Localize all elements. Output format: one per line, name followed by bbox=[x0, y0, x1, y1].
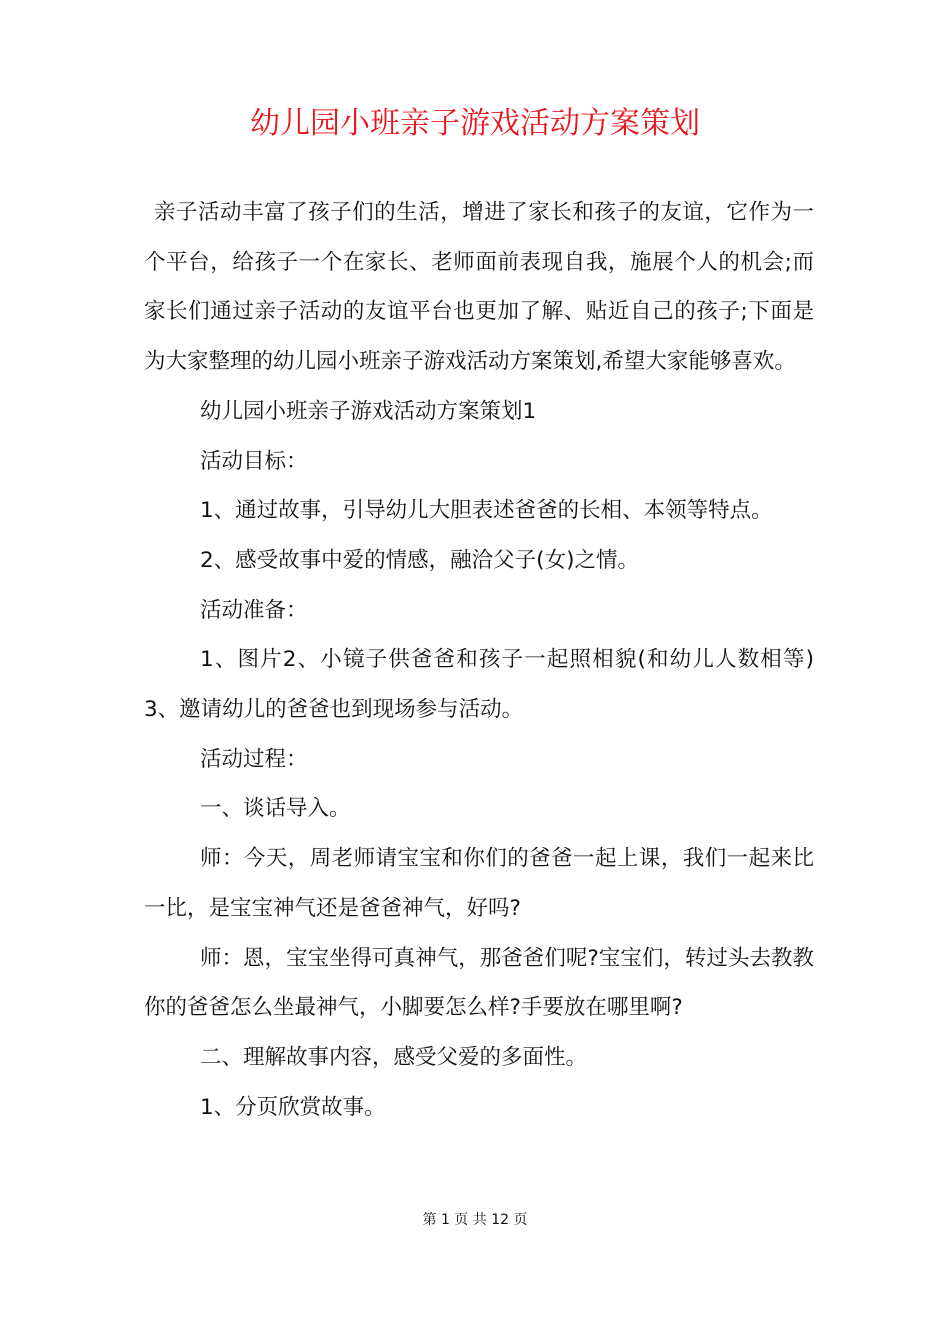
subheading-goals: 活动目标： bbox=[200, 448, 308, 474]
preparation-item: 1、图片2、小镜子供爸爸和孩子一起照相貌(和幼儿人数相等)3、邀请幼儿的爸爸也到现场参与活动。 bbox=[144, 647, 814, 723]
goal-item: 1、通过故事，引导幼儿大胆表述爸爸的长相、本领等特点。 bbox=[200, 498, 773, 524]
subheading-preparation: 活动准备： bbox=[200, 597, 308, 623]
document-title: 幼儿园小班亲子游戏活动方案策划 bbox=[250, 106, 700, 141]
section-heading: 幼儿园小班亲子游戏活动方案策划1 bbox=[200, 398, 537, 424]
teacher-dialogue: 师：恩，宝宝坐得可真神气，那爸爸们呢?宝宝们，转过头去教教你的爸爸怎么坐最神气，小脚要怎么样?手要放在哪里啊? bbox=[144, 945, 814, 1021]
subheading-process: 活动过程： bbox=[200, 746, 308, 772]
page-footer: 第 1 页 共 12 页 bbox=[422, 1212, 528, 1228]
goal-item: 2、感受故事中爱的情感，融洽父子(女)之情。 bbox=[200, 547, 639, 573]
process-step: 二、理解故事内容，感受父爱的多面性。 bbox=[200, 1044, 588, 1070]
process-step: 一、谈话导入。 bbox=[200, 796, 351, 822]
document-body bbox=[144, 188, 814, 1132]
process-substep: 1、分页欣赏故事。 bbox=[200, 1094, 386, 1120]
intro-paragraph: 亲子活动丰富了孩子们的生活，增进了家长和孩子的友谊，它作为一个平台，给孩子一个在家长、老师面前表现自我，施展个人的机会;而家长们通过亲子活动的友谊平台也更加了解、贴近自己的孩子;下面是为大家整理的幼儿园小班亲子游戏活动方案策划,希望大家能够喜欢。 bbox=[144, 200, 814, 375]
teacher-dialogue: 师：今天，周老师请宝宝和你们的爸爸一起上课，我们一起来比一比，是宝宝神气还是爸爸神气，好吗? bbox=[144, 846, 814, 921]
